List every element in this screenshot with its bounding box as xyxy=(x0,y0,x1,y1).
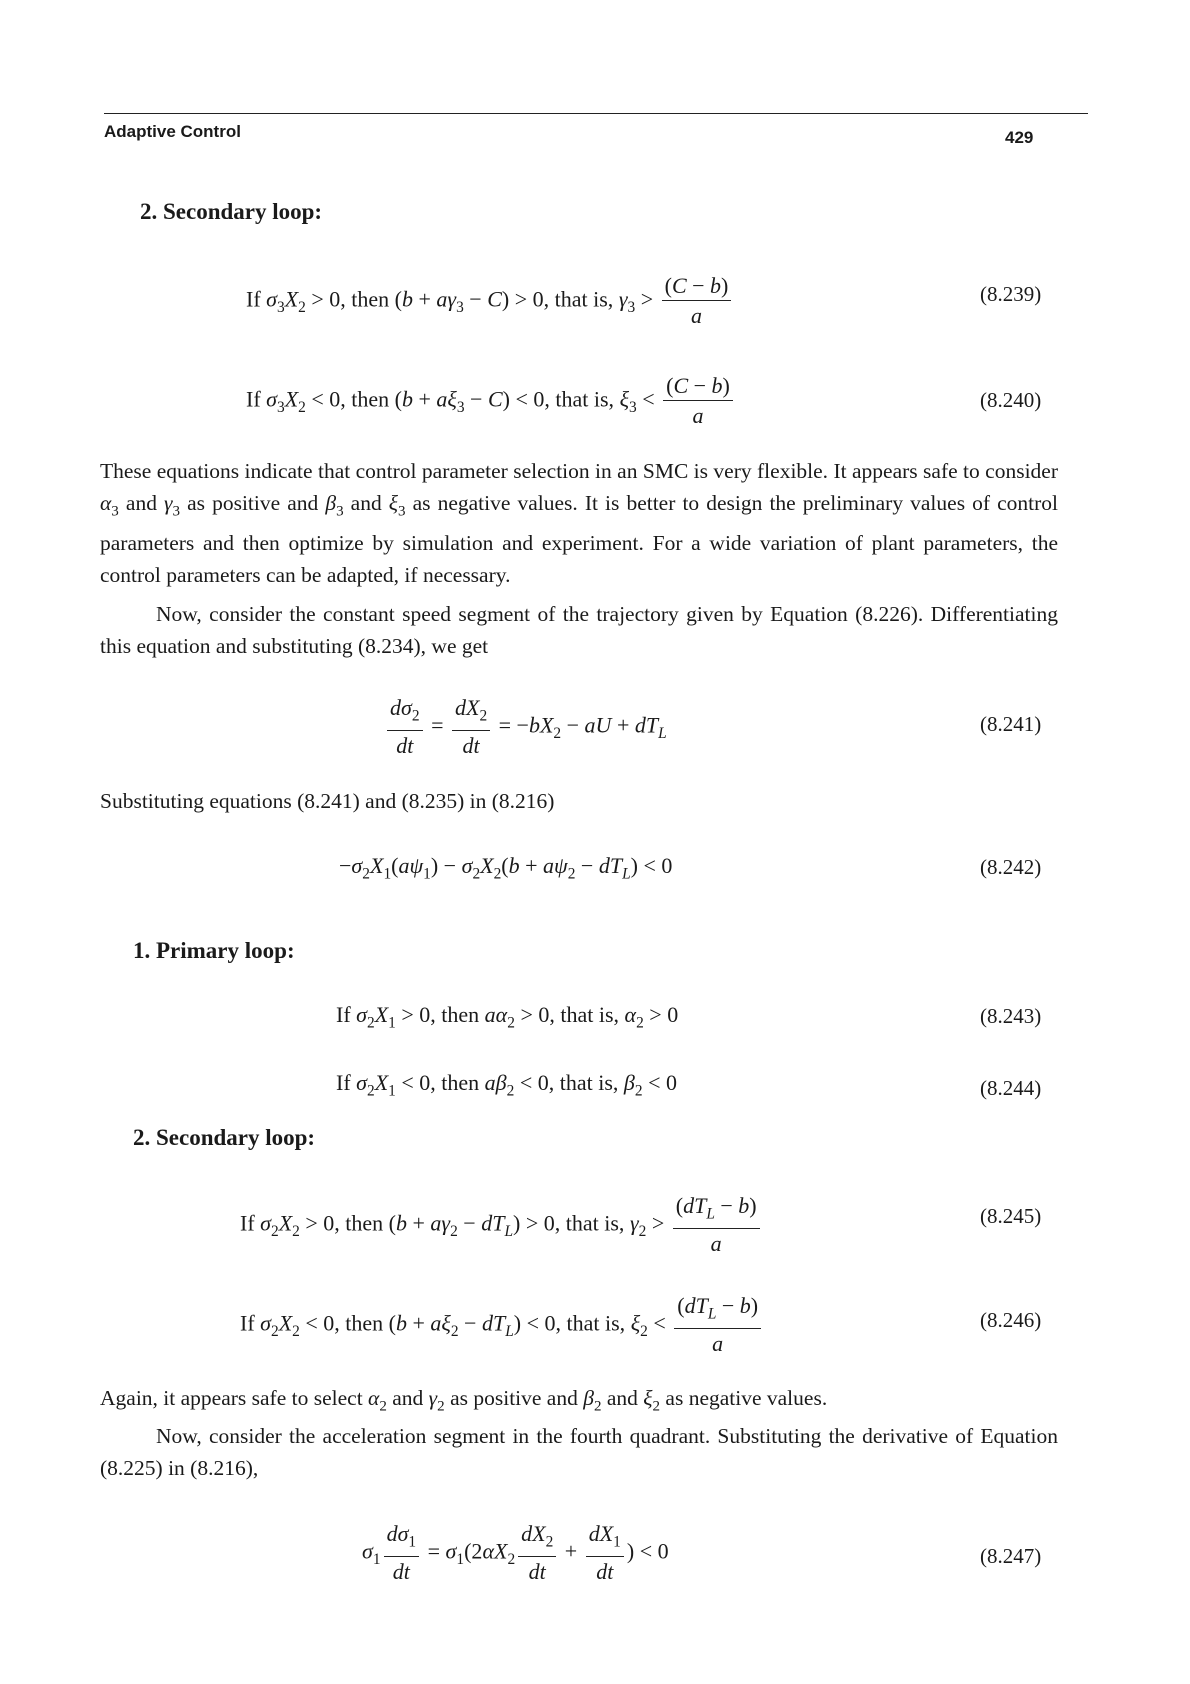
equation-8-240: If $\sigma_3X_2 < 0$, then $(b + a\xi_3 - C) < 0$, that is, $\xi_3$ < $\frac{(C - b)}{a}$ xyxy=(246,372,736,431)
equation-8-246: If $\sigma_2X_2 < 0$, then $(b + a\xi_2 - dT_L) < 0$, that is, $\xi_2$ < $\frac{(dT_L - b)}{a}$ xyxy=(240,1292,764,1359)
heading-primary-loop: 1. Primary loop: xyxy=(133,938,295,963)
equation-number: (8.240) xyxy=(980,388,1042,412)
running-title: Adaptive Control xyxy=(104,122,241,141)
equation-number: (8.247) xyxy=(980,1544,1042,1568)
equation-number: (8.244) xyxy=(980,1076,1042,1100)
equation-number: (8.241) xyxy=(980,712,1042,736)
paragraph: Now, consider the constant speed segment of the trajectory given by Equation (8.226). Differentiating this equation and substituting (8.234), we get xyxy=(100,602,1058,658)
paragraph: Substituting equations (8.241) and (8.235) in (8.216) xyxy=(100,789,555,813)
paragraph: Again, it appears safe to select $\alpha_2$ and $\gamma_2$ as positive and $\beta_2$ and $\xi_2$ as negative values. xyxy=(100,1386,828,1415)
equation-8-244: If $\sigma_2X_1 < 0$, then $a\beta_2 < 0$, that is, $\beta_2 < 0$ xyxy=(336,1070,678,1100)
equation-8-243: If $\sigma_2X_1 > 0$, then $a\alpha_2 > 0$, that is, $\alpha_2 > 0$ xyxy=(336,1002,679,1032)
equation-number: (8.242) xyxy=(980,855,1042,879)
heading-secondary-loop: 2. Secondary loop: xyxy=(133,1125,316,1150)
heading-secondary-loop: 2. Secondary loop: xyxy=(140,199,323,224)
paragraph: Now, consider the acceleration segment in the fourth quadrant. Substituting the derivative of Equation (8.225) in (8.216), xyxy=(100,1424,1058,1480)
equation-number: (8.243) xyxy=(980,1004,1042,1028)
equation-8-241: $\frac{d\sigma_2}{dt}$ = $\frac{dX_2}{dt}$ = $-bX_2$ − aU + $dT_L$ xyxy=(384,694,667,761)
paragraph: These equations indicate that control parameter selection in an SMC is very flexible. It appears safe to consider $\alpha_3$ and $\gamma_3$ as positive and $\beta_3$ and $\xi_3$ as negative values. It is better to design the preliminary values of control parameters and then optimize by simulation and experiment. For a wide variation of plant parameters, the control parameters can be adapted, if necessary. xyxy=(100,459,1059,588)
equation-number: (8.245) xyxy=(980,1204,1042,1228)
equation-8-247: $\sigma_1$ $\frac{d\sigma_1}{dt}$ = $\sigma_1(2\alpha X_2$ $\frac{dX_2}{dt}$ + $\frac{dX_1}{dt}$ ) < 0 xyxy=(362,1521,669,1585)
equation-number: (8.239) xyxy=(980,282,1042,306)
equation-number: (8.246) xyxy=(980,1308,1042,1332)
page-number: 429 xyxy=(1005,128,1034,147)
equation-8-239: If $\sigma_3X_2 > 0$, then $(b + a\gamma_3 - C) > 0$, that is, $\gamma_3$ > $\frac{(C - b)}{a}$ xyxy=(246,272,734,331)
equation-8-242: $-\sigma_2X_1(a\psi_1) - \sigma_2X_2(b + a\psi_2 - dT_L) < 0$ xyxy=(339,853,673,883)
header-rule xyxy=(104,113,1088,114)
equation-8-245: If $\sigma_2X_2 > 0$, then $(b + a\gamma_2 - dT_L) > 0$, that is, $\gamma_2$ > $\frac{(dT_L - b)}{a}$ xyxy=(240,1192,763,1259)
